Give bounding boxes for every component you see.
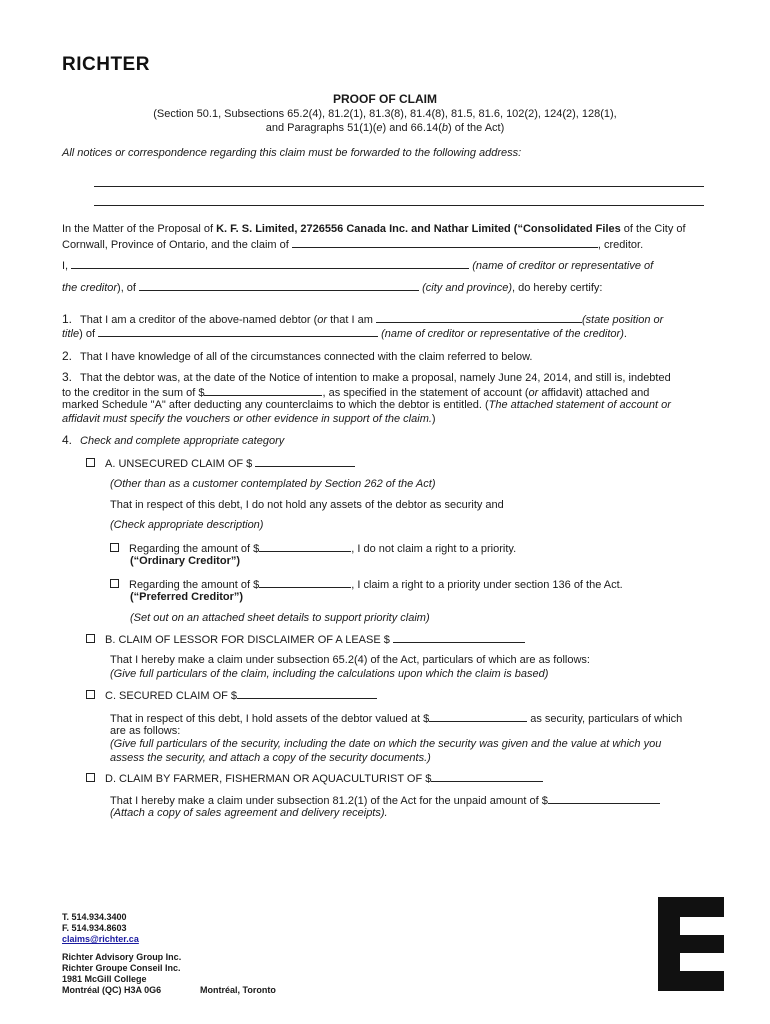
preferred-amount-field[interactable] xyxy=(259,577,351,588)
paragraph-3-line-2: to the creditor in the sum of $ , as specified in the statement of account (or affidavit) attached and xyxy=(62,387,650,399)
richter-brand-mark-icon xyxy=(658,897,724,991)
ordinary-creditor-label: (“Ordinary Creditor”) xyxy=(130,555,241,567)
unsecured-claim-checkbox[interactable] xyxy=(86,458,95,467)
address-line-2[interactable] xyxy=(94,205,704,206)
subtitle-line-1: (Section 50.1, Subsections 65.2(4), 81.2(1), 81.3(8), 81.4(8), 81.5, 81.6, 102(2), 124(2), 128(1), xyxy=(153,108,617,120)
paragraph-3-line-1: 3. That the debtor was, at the date of the Notice of intention to make a proposal, namely June 24, 2014, and still is, indebted xyxy=(62,370,671,384)
section-a-check: (Check appropriate description) xyxy=(110,519,264,531)
footer-cities: Montréal, Toronto xyxy=(200,985,276,995)
position-field[interactable] xyxy=(376,312,582,323)
footer-company-1: Richter Advisory Group Inc. xyxy=(62,952,182,962)
ordinary-creditor-checkbox[interactable] xyxy=(110,543,119,552)
section-c-line-1: That in respect of this debt, I hold assets of the debtor valued at $ as security, particulars of which xyxy=(110,713,683,725)
section-c-line-3: (Give full particulars of the security, including the date on which the security was given and the value at which you xyxy=(110,738,662,750)
unpaid-amount-field[interactable] xyxy=(548,793,660,804)
section-a-setout: (Set out on an attached sheet details to support priority claim) xyxy=(130,612,430,624)
paragraph-2: 2. That I have knowledge of all of the circumstances connected with the claim referred to below. xyxy=(62,349,533,363)
section-a-other: (Other than as a customer contemplated by Section 262 of the Act) xyxy=(110,478,436,490)
creditor-name-field[interactable] xyxy=(292,237,598,248)
paragraph-3-line-4: affidavit must specify the vouchers or other evidence in support of the claim.) xyxy=(62,413,436,425)
sum-field[interactable] xyxy=(204,385,322,396)
paragraph-1-line-2: title) of (name of creditor or representative of the creditor). xyxy=(62,328,627,340)
secured-claim-checkbox[interactable] xyxy=(86,690,95,699)
creditor-representative-field[interactable] xyxy=(71,258,469,269)
section-a-label: A. UNSECURED CLAIM OF $ xyxy=(86,456,355,472)
lessor-amount-field[interactable] xyxy=(393,632,525,643)
farmer-amount-field[interactable] xyxy=(431,771,543,782)
section-d-line-2: (Attach a copy of sales agreement and delivery receipts). xyxy=(110,807,388,819)
farmer-claim-checkbox[interactable] xyxy=(86,773,95,782)
section-b-label: B. CLAIM OF LESSOR FOR DISCLAIMER OF A LEASE $ xyxy=(86,632,525,648)
creditor-of-line: the creditor), of (city and province), do hereby certify: xyxy=(62,282,603,294)
unsecured-amount-field[interactable] xyxy=(255,456,355,467)
section-c-label: C. SECURED CLAIM OF $ xyxy=(86,688,377,704)
secured-amount-field[interactable] xyxy=(237,688,377,699)
section-c-line-2: are as follows: xyxy=(110,725,181,737)
footer-address-1: 1981 McGill College xyxy=(62,974,147,984)
preferred-creditor-checkbox[interactable] xyxy=(110,579,119,588)
lessor-claim-checkbox[interactable] xyxy=(86,634,95,643)
notice-text: All notices or correspondence regarding this claim must be forwarded to the following address: xyxy=(62,147,522,159)
representative-of-field[interactable] xyxy=(98,326,378,337)
preferred-creditor-label: (“Preferred Creditor”) xyxy=(130,591,244,603)
paragraph-3-line-3: marked Schedule "A" after deducting any counterclaims to which the debtor is entitled. (The attached statement of account or xyxy=(62,399,671,411)
i-line: I, (name of creditor or representative of xyxy=(62,260,654,272)
footer-address-2: Montréal (QC) H3A 0G6 xyxy=(62,985,162,995)
section-b-line-1: That I hereby make a claim under subsection 65.2(4) of the Act, particulars of which are as follows: xyxy=(110,654,590,666)
matter-line-2: Cornwall, Province of Ontario, and the claim of , creditor. xyxy=(62,239,644,251)
section-d-line-1: That I hereby make a claim under subsection 81.2(1) of the Act for the unpaid amount of $ xyxy=(110,793,660,809)
page-title: PROOF OF CLAIM xyxy=(333,92,437,106)
address-line-1[interactable] xyxy=(94,186,704,187)
footer-company-2: Richter Groupe Conseil Inc. xyxy=(62,963,181,973)
footer-phone: T. 514.934.3400 xyxy=(62,912,127,922)
section-b-line-2: (Give full particulars of the claim, including the calculations upon which the claim is based) xyxy=(110,668,549,680)
subtitle-line-2: and Paragraphs 51(1)(e) and 66.14(b) of the Act) xyxy=(265,122,505,134)
paragraph-1-line-1: 1. That I am a creditor of the above-named debtor (or that I am (state position or xyxy=(62,312,664,326)
city-province-field[interactable] xyxy=(139,280,419,291)
ordinary-creditor-line: Regarding the amount of $ , I do not claim a right to a priority. xyxy=(110,541,516,557)
paragraph-4: 4. Check and complete appropriate category xyxy=(62,433,285,447)
section-c-line-4: assess the security, and attach a copy of the security documents.) xyxy=(110,752,431,764)
richter-logo: RICHTER xyxy=(62,54,150,75)
matter-line-1: In the Matter of the Proposal of K. F. S. Limited, 2726556 Canada Inc. and Nathar Limited (“Consolidated Files of the City of xyxy=(62,223,686,235)
assets-value-field[interactable] xyxy=(429,711,527,722)
footer-email-link[interactable]: claims@richter.ca xyxy=(62,934,139,944)
preferred-creditor-line: Regarding the amount of $ , I claim a right to a priority under section 136 of the Act. xyxy=(110,577,623,593)
ordinary-amount-field[interactable] xyxy=(259,541,351,552)
footer-fax: F. 514.934.8603 xyxy=(62,923,127,933)
section-a-respect: That in respect of this debt, I do not hold any assets of the debtor as security and xyxy=(110,499,504,511)
section-d-label: D. CLAIM BY FARMER, FISHERMAN OR AQUACULTURIST OF $ xyxy=(86,771,543,787)
